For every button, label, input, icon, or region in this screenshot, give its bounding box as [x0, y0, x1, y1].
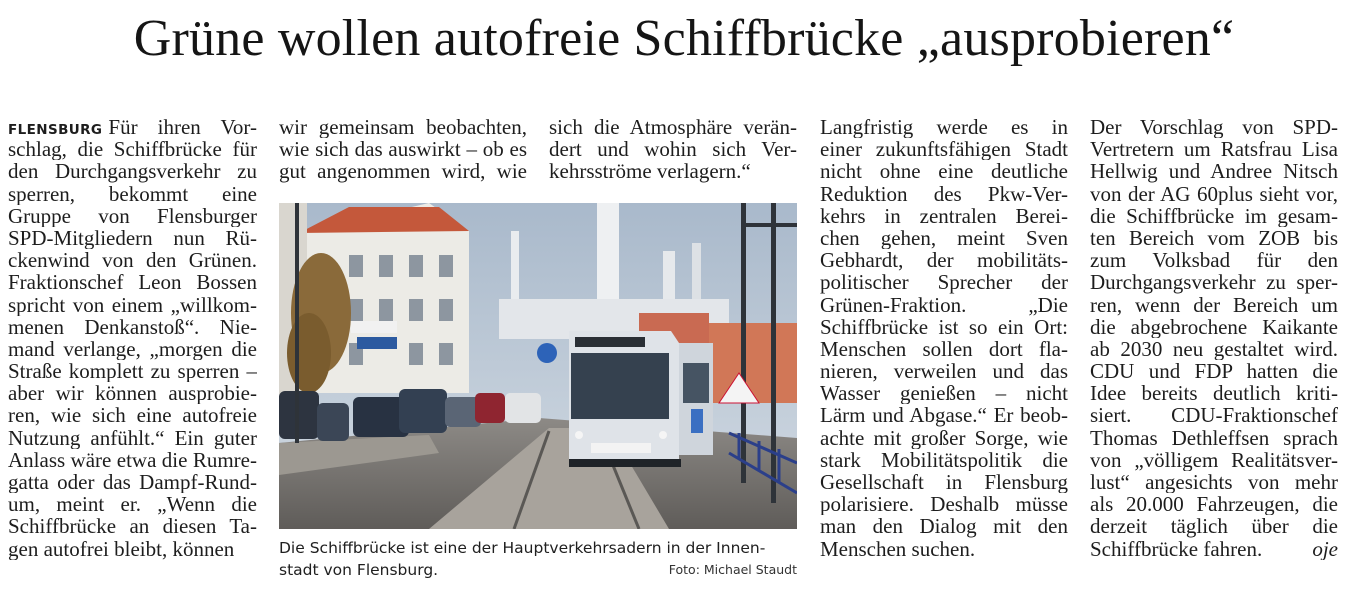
article-line: spricht von einem „willkom-	[8, 293, 257, 316]
photo-credit: Foto: Michael Staudt	[668, 562, 797, 577]
article-line: ten Bereich vom ZOB bis	[1090, 226, 1338, 250]
article-line: Der Vorschlag von SPD-	[1090, 116, 1338, 139]
bus-icon	[569, 331, 713, 467]
article-line: Idee bereits deutlich kriti-	[1090, 382, 1338, 405]
article-line: Gruppe von Flensburger	[8, 204, 257, 227]
article-line: zum Volksbad für den	[1090, 249, 1338, 272]
author-tag: oje	[1312, 537, 1338, 560]
article-line: lust“ angesichts von mehr	[1090, 471, 1338, 494]
dateline: FLENSBURG	[8, 122, 103, 138]
article-line: politischer Sprecher der	[820, 271, 1068, 294]
article-line: kehrsströme verlagern.“	[549, 160, 751, 183]
article-line: SPD-Mitgliedern nun Rü-	[8, 226, 257, 250]
article-line: Schiffbrücke ist so ein Ort:	[820, 315, 1068, 338]
article-line: kehrs in zentralen Berei-	[820, 204, 1068, 227]
article-line: siert. CDU-Fraktionschef	[1090, 404, 1338, 427]
article-line: CDU und FDP hatten die	[1090, 360, 1338, 383]
caption-line: Die Schiffbrücke ist eine der Hauptverkehrsadern in der Innen-	[279, 539, 766, 557]
article-line: mand verlange, „morgen die	[8, 337, 257, 361]
article-line: Langfristig werde es in	[820, 116, 1068, 139]
article-line: derzeit täglich über die	[1090, 515, 1338, 538]
article-line	[1090, 538, 1338, 560]
article-line: als 20.000 Fahrzeugen, die	[1090, 493, 1338, 516]
article-line: die Schiffbrücke im gesam-	[1090, 204, 1338, 227]
headline: Grüne wollen autofreie Schiffbrücke „ausprobieren“	[133, 10, 1235, 67]
article-line-text: Schiffbrücke fahren.	[1090, 537, 1263, 560]
article-line: ab 2030 neu gestaltet wird.	[1090, 337, 1338, 361]
article-line: wie sich das auswirkt – ob es	[279, 138, 527, 161]
article-photo	[279, 203, 797, 529]
article-line: die abgebrochene Kaikante	[1090, 315, 1338, 338]
article-line: wir gemeinsam beobachten,	[279, 116, 527, 139]
article-line: Reduktion des Pkw-Ver-	[820, 182, 1068, 205]
article-line: chen gehen, meint Sven	[820, 226, 1068, 250]
article-line: Wasser genießen – nicht	[820, 382, 1068, 405]
article-line: Lärm und Abgase.“ Er beob-	[820, 404, 1068, 427]
article-line: Durchgangsverkehr zu sper-	[1090, 271, 1338, 294]
article-line: polarisiere. Deshalb müsse	[820, 493, 1068, 516]
article-line: aber wir können ausprobie-	[8, 382, 257, 405]
article-line: Grünen-Fraktion. „Die	[820, 293, 1068, 316]
article-line: gen autofrei bleibt, können	[8, 537, 235, 560]
photo-caption	[279, 537, 797, 581]
street-scene-illustration	[279, 203, 797, 529]
article-line: ckenwind von den Grünen.	[8, 249, 257, 272]
column-1	[8, 116, 257, 560]
article-line: Gesellschaft in Flensburg	[820, 471, 1068, 494]
article-line: menen Denkanstoß“. Nie-	[8, 315, 257, 338]
article-line	[8, 116, 257, 138]
article-line: Nutzung anfühlt.“ Ein guter	[8, 426, 257, 449]
article-line: nicht ohne eine deutliche	[820, 160, 1068, 183]
article-line: achte mit großer Sorge, wie	[820, 426, 1068, 449]
article-line-text: Für ihren Vor-	[108, 116, 257, 139]
article-line: um, meint er. „Wenn die	[8, 493, 257, 516]
article-line: Hellwig und Andree Nitsch	[1090, 160, 1338, 183]
article-line: Menschen suchen.	[820, 537, 976, 560]
article-line: von „völligem Realitätsver-	[1090, 448, 1338, 471]
article-line: Fraktionschef Leon Bossen	[8, 271, 257, 294]
article-line: Straße komplett zu sperren –	[8, 360, 257, 383]
article-line: einer zukunftsfähigen Stadt	[820, 138, 1068, 161]
article-line: nieren, verweilen und das	[820, 360, 1068, 383]
article-line: von der AG 60plus sieht vor,	[1090, 182, 1338, 205]
article-line: gut angenommen wird, wie	[279, 160, 527, 183]
caption-line: stadt von Flensburg.	[279, 561, 439, 579]
article-line: Vertretern um Ratsfrau Lisa	[1090, 138, 1338, 161]
article-line: dert und wohin sich Ver-	[549, 138, 797, 161]
article-line: sperren, bekommt eine	[8, 182, 257, 205]
column-3	[549, 116, 797, 183]
article-line: Anlass wäre etwa die Rumre-	[8, 448, 257, 471]
article-line: man den Dialog mit den	[820, 515, 1068, 538]
article-line: Menschen sollen dort fla-	[820, 337, 1068, 361]
article-line: schlag, die Schiffbrücke für	[8, 138, 257, 161]
article-line: Gebhardt, der mobilitäts-	[820, 249, 1068, 272]
column-5	[1090, 116, 1338, 560]
article-line: Thomas Dethleffsen sprach	[1090, 426, 1338, 449]
article-line: Schiffbrücke an diesen Ta-	[8, 515, 257, 538]
article-line: sich die Atmosphäre verän-	[549, 116, 797, 139]
article-line: ren, wenn der Bereich um	[1090, 293, 1338, 316]
column-2	[279, 116, 527, 183]
article-line: den Durchgangsverkehr zu	[8, 160, 257, 183]
article-line: gatta oder das Dampf-Rund-	[8, 471, 257, 494]
article-line: ren, wie sich eine autofreie	[8, 404, 257, 427]
column-4	[820, 116, 1068, 560]
article-line: stark Mobilitätspolitik die	[820, 448, 1068, 471]
